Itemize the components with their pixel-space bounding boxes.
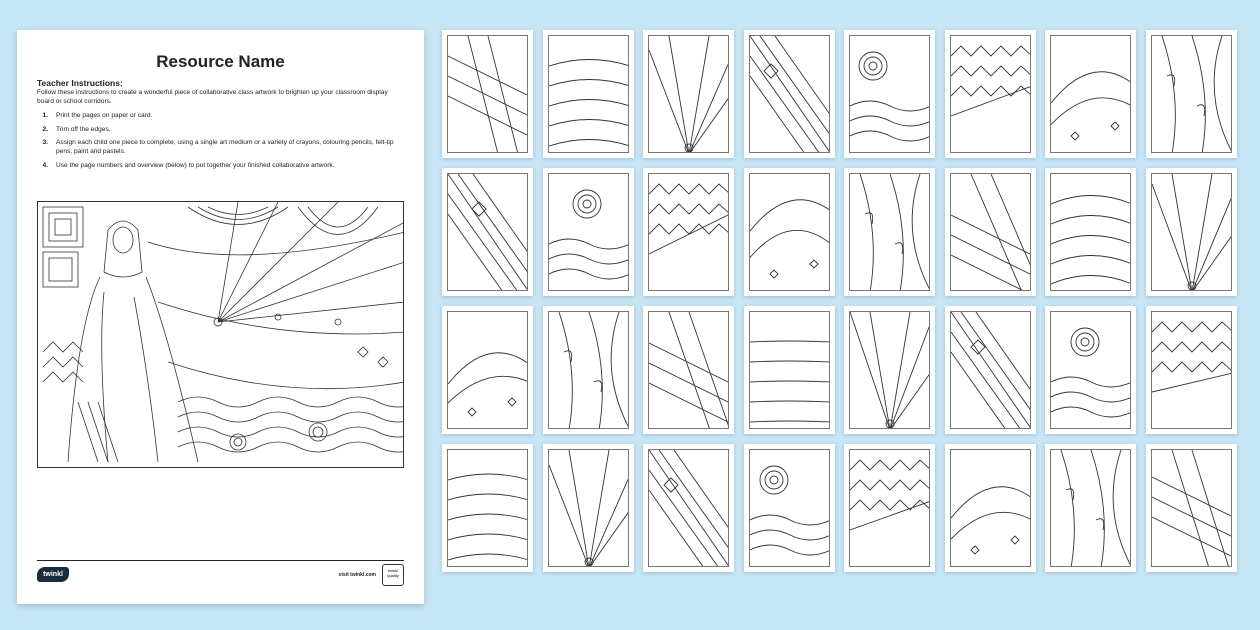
artwork-piece-tile — [442, 306, 533, 434]
tile-artwork — [548, 449, 629, 567]
resource-title: Resource Name — [156, 52, 285, 71]
steps-list — [37, 112, 399, 170]
tile-drawing — [850, 174, 930, 291]
tile-artwork — [749, 449, 830, 567]
artwork-piece-tile — [1045, 306, 1136, 434]
tile-artwork — [950, 173, 1031, 291]
tile-drawing — [549, 174, 629, 291]
artwork-piece-tile — [844, 30, 935, 158]
artwork-piece-tile — [643, 168, 734, 296]
tile-artwork — [1050, 173, 1131, 291]
artwork-piece-tile — [543, 444, 634, 572]
tile-artwork — [1050, 449, 1131, 567]
artwork-piece-tile — [945, 168, 1036, 296]
artwork-piece-tile — [844, 444, 935, 572]
tile-artwork — [648, 173, 729, 291]
tile-drawing — [649, 312, 729, 429]
step-number: 1. — [42, 112, 48, 120]
tile-drawing — [850, 36, 930, 153]
tile-artwork — [849, 311, 930, 429]
twinkl-logo: twinkl — [37, 567, 69, 582]
tile-drawing — [549, 450, 629, 567]
artwork-piece-tile — [442, 30, 533, 158]
tile-drawing — [448, 36, 528, 153]
step-item — [37, 162, 399, 171]
artwork-piece-tile — [945, 30, 1036, 158]
tile-artwork — [648, 449, 729, 567]
tile-artwork — [849, 35, 930, 153]
tile-drawing — [448, 312, 528, 429]
tile-artwork — [849, 449, 930, 567]
tile-artwork — [447, 35, 528, 153]
tile-drawing — [850, 450, 930, 567]
tile-artwork — [1151, 311, 1232, 429]
step-text: Assign each child one piece to complete, using a single art medium or a variety of crayons, colouring pencils, felt-tip pens, paint and pastels. — [56, 139, 394, 155]
tile-artwork — [447, 173, 528, 291]
tile-drawing — [1152, 174, 1232, 291]
artwork-piece-tile — [945, 444, 1036, 572]
artwork-piece-tile — [844, 168, 935, 296]
teacher-instructions — [37, 78, 399, 175]
visit-link[interactable]: visit twinkl.com — [338, 572, 376, 578]
step-number: 3. — [42, 139, 48, 147]
tile-artwork — [950, 35, 1031, 153]
artwork-piece-tile — [744, 306, 835, 434]
tile-artwork — [749, 173, 830, 291]
artwork-piece-tile — [1045, 30, 1136, 158]
tile-drawing — [750, 450, 830, 567]
artwork-piece-tile — [744, 444, 835, 572]
tile-artwork — [950, 449, 1031, 567]
artwork-piece-tile — [543, 168, 634, 296]
tile-drawing — [1051, 450, 1131, 567]
instructions-heading: Teacher Instructions: — [37, 78, 123, 88]
overview-drawing — [38, 202, 404, 468]
tile-drawing — [750, 312, 830, 429]
artwork-piece-tile — [543, 30, 634, 158]
tile-artwork — [648, 35, 729, 153]
tile-drawing — [1152, 450, 1232, 567]
artwork-piece-tile — [442, 444, 533, 572]
tile-drawing — [850, 312, 930, 429]
tile-drawing — [951, 450, 1031, 567]
tile-drawing — [1051, 174, 1131, 291]
artwork-piece-tile — [1146, 306, 1237, 434]
artwork-piece-tile — [945, 306, 1036, 434]
step-number: 4. — [42, 161, 48, 169]
tile-drawing — [1152, 36, 1232, 153]
tile-artwork — [1050, 311, 1131, 429]
tile-artwork — [749, 35, 830, 153]
tile-drawing — [649, 36, 729, 153]
tile-drawing — [649, 174, 729, 291]
step-text: Trim off the edges. — [56, 125, 111, 133]
artwork-piece-tile — [1045, 444, 1136, 572]
tile-drawing — [750, 174, 830, 291]
artwork-piece-tile — [643, 444, 734, 572]
overview-artwork — [37, 201, 404, 468]
tile-drawing — [549, 312, 629, 429]
step-text: Print the pages on paper or card. — [56, 112, 153, 120]
artwork-piece-tile — [543, 306, 634, 434]
tile-drawing — [448, 174, 528, 291]
tile-artwork — [1151, 449, 1232, 567]
tile-drawing — [750, 36, 830, 153]
instruction-sheet — [17, 30, 424, 604]
step-text: Use the page numbers and overview (below) to put together your finished collaborative artwork. — [56, 161, 335, 169]
artwork-piece-tile — [1045, 168, 1136, 296]
tile-drawing — [951, 174, 1031, 291]
instructions-intro: Follow these instructions to create a wonderful piece of collaborative class artwork to brighten up your classroom display board or school corridors. — [37, 89, 388, 105]
tile-drawing — [549, 36, 629, 153]
tile-artwork — [849, 173, 930, 291]
step-item — [37, 139, 399, 156]
tile-drawing — [448, 450, 528, 567]
artwork-piece-tile — [744, 168, 835, 296]
artwork-piece-tile — [1146, 30, 1237, 158]
tile-drawing — [1152, 312, 1232, 429]
tile-drawing — [951, 312, 1031, 429]
tile-artwork — [447, 449, 528, 567]
artwork-piece-tile — [1146, 168, 1237, 296]
artwork-piece-tile — [643, 30, 734, 158]
tile-artwork — [950, 311, 1031, 429]
tile-artwork — [548, 311, 629, 429]
step-item — [37, 126, 399, 135]
tile-artwork — [1151, 173, 1232, 291]
tile-artwork — [548, 173, 629, 291]
tile-artwork — [548, 35, 629, 153]
tile-artwork — [648, 311, 729, 429]
tile-artwork — [749, 311, 830, 429]
artwork-piece-tile — [844, 306, 935, 434]
tile-drawing — [649, 450, 729, 567]
tile-drawing — [1051, 36, 1131, 153]
artwork-piece-tile — [442, 168, 533, 296]
artwork-piece-tile — [744, 30, 835, 158]
step-number: 2. — [42, 125, 48, 133]
artwork-piece-tile — [1146, 444, 1237, 572]
footer-divider — [37, 560, 404, 561]
quality-badge: twinkl quality — [382, 564, 404, 586]
tile-artwork — [1151, 35, 1232, 153]
tile-drawing — [1051, 312, 1131, 429]
tile-drawing — [951, 36, 1031, 153]
tile-artwork — [1050, 35, 1131, 153]
artwork-piece-tile — [643, 306, 734, 434]
tile-artwork — [447, 311, 528, 429]
step-item — [37, 112, 399, 121]
